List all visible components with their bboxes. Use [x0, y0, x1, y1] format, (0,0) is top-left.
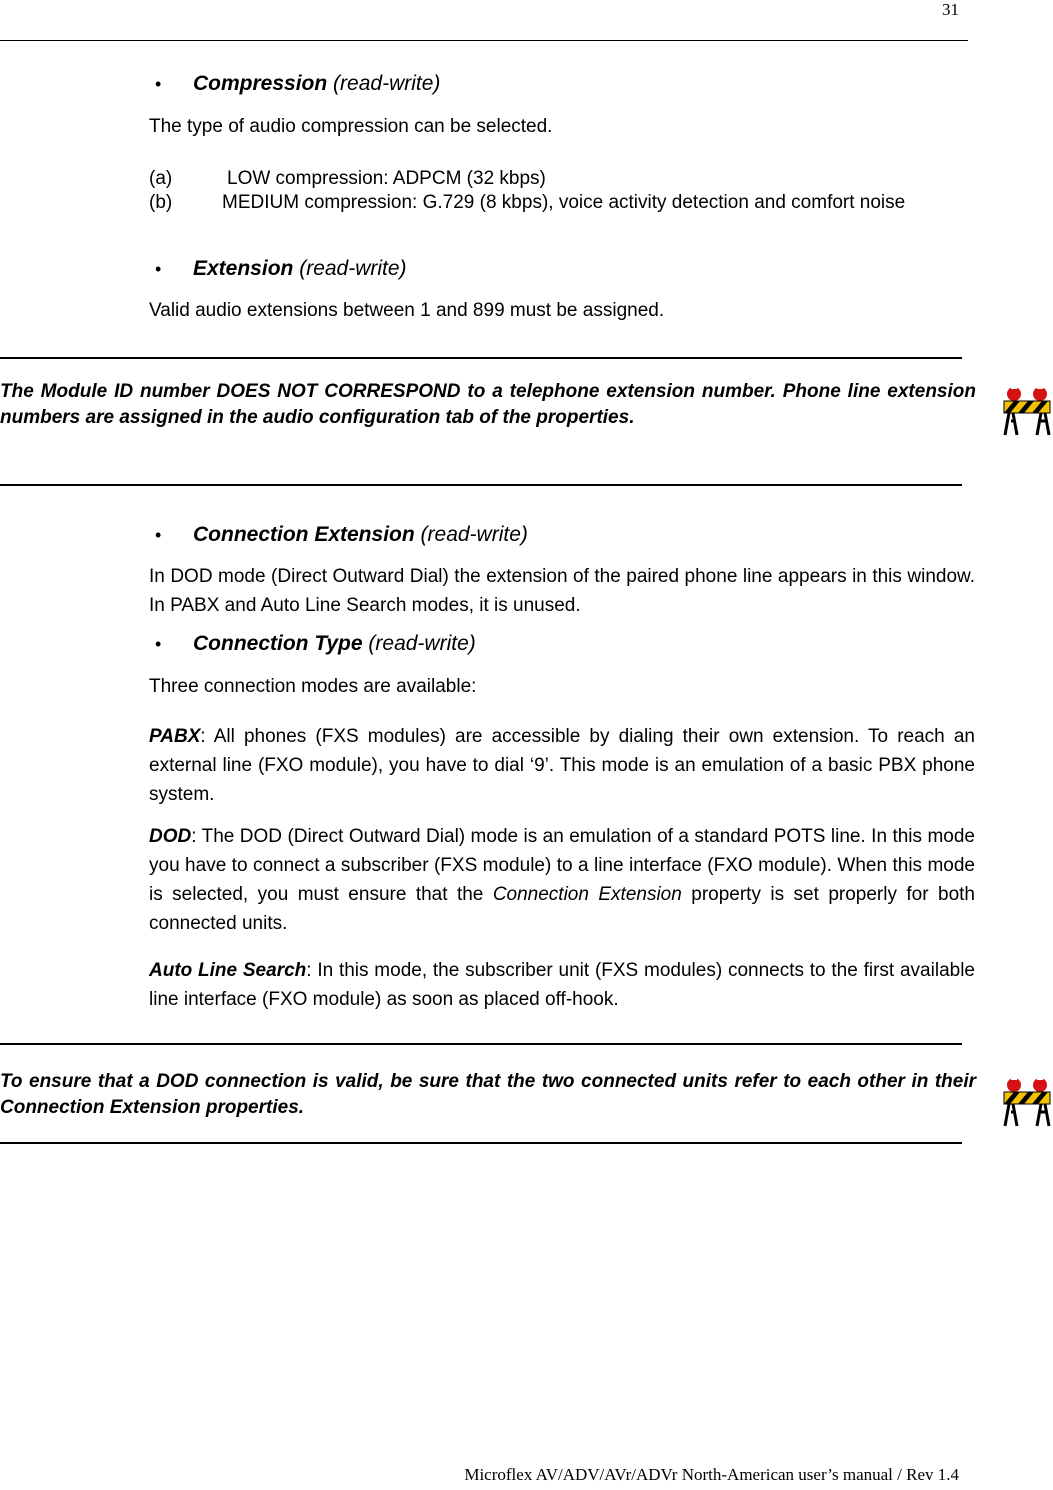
- extension-heading: • Extension (read-write): [155, 257, 407, 280]
- compression-option-b: (b) MEDIUM compression: G.729 (8 kbps), voice activity detection and comfort noise: [149, 192, 906, 213]
- header-rule: [0, 40, 968, 41]
- page-number: 31: [942, 0, 959, 19]
- pabx-paragraph: PABX: All phones (FXS modules) are accessible by dialing their own extension. To reach an external line (FXO module), you have to dial ‘9’. This mode is an emulation of a basic PBX phone system.: [149, 726, 975, 805]
- warning-barrier-icon: [1001, 381, 1053, 437]
- note-dod-connection: To ensure that a DOD connection is valid, be sure that the two connected units refer to each other in their Connection Extension properties.: [0, 1071, 976, 1118]
- connection-extension-description: In DOD mode (Direct Outward Dial) the extension of the paired phone line appears in this window. In PABX and Auto Line Search modes, it is unused.: [149, 566, 975, 616]
- note-rule: [0, 484, 962, 486]
- compression-description: The type of audio compression can be selected.: [149, 116, 553, 137]
- connection-type-description: Three connection modes are available:: [149, 676, 477, 697]
- connection-type-heading: • Connection Type (read-write): [155, 632, 476, 655]
- connection-extension-heading: • Connection Extension (read-write): [155, 523, 528, 546]
- footer: Microflex AV/ADV/AVr/ADVr North-American user’s manual / Rev 1.4: [464, 1465, 959, 1484]
- warning-barrier-icon: [1001, 1072, 1053, 1128]
- auto-line-search-paragraph: Auto Line Search: In this mode, the subscriber unit (FXS modules) connects to the first available line interface (FXO module) as soon as placed off-hook.: [149, 960, 975, 1010]
- compression-option-a: (a) LOW compression: ADPCM (32 kbps): [149, 168, 546, 189]
- compression-heading: • Compression (read-write): [155, 72, 441, 95]
- note-module-id: The Module ID number DOES NOT CORRESPOND to a telephone extension number. Phone line extension numbers are assigned in the audio configuration tab of the properties.: [0, 381, 976, 428]
- bullet-icon: •: [155, 259, 162, 279]
- extension-description: Valid audio extensions between 1 and 899 must be assigned.: [149, 300, 665, 321]
- bullet-icon: •: [155, 634, 162, 654]
- note-rule: [0, 1142, 962, 1144]
- bullet-icon: •: [155, 525, 162, 545]
- note-rule: [0, 357, 962, 359]
- dod-paragraph: DOD: The DOD (Direct Outward Dial) mode is an emulation of a standard POTS line. In this mode you have to connect a subscriber (FXS module) to a line interface (FXO module). When this mode is selected, you must ensure that the Connection Extension property is set properly for both connected units.: [149, 826, 975, 934]
- bullet-icon: •: [155, 74, 162, 94]
- note-rule: [0, 1043, 962, 1045]
